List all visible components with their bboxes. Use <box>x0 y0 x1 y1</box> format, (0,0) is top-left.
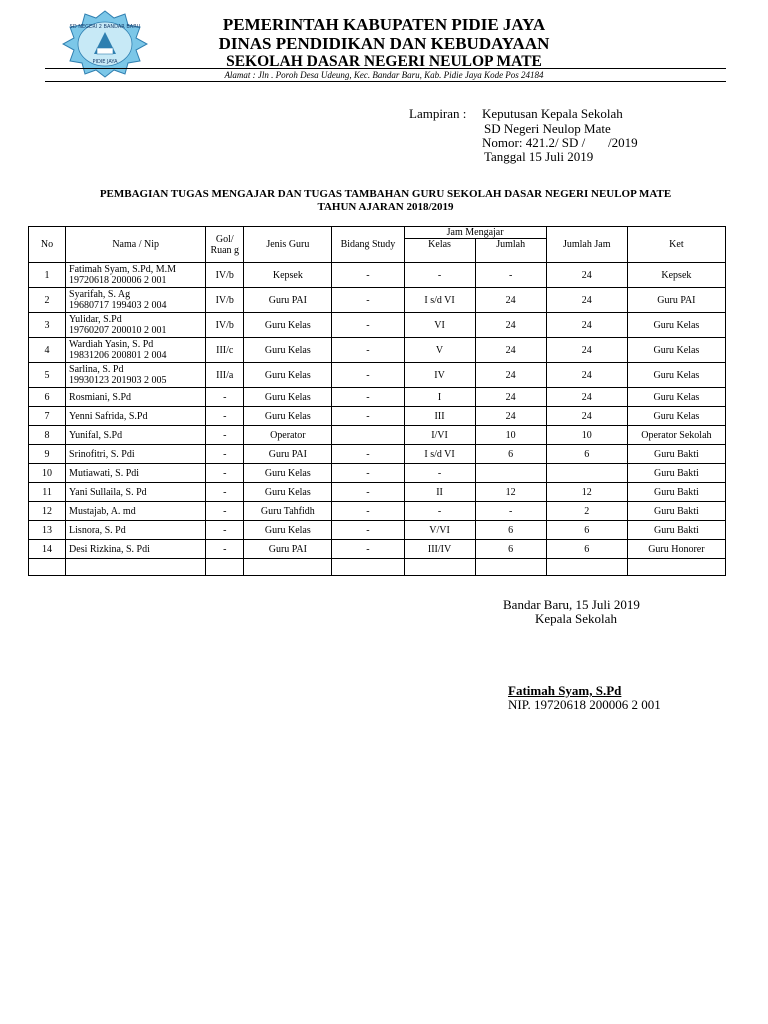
cell-no: 14 <box>29 540 66 559</box>
header-gol: Gol/ Ruan g <box>206 227 244 263</box>
teacher-name: Rosmiani, S.Pd <box>69 391 132 403</box>
cell-gol: - <box>206 540 244 559</box>
teacher-name: Wardiah Yasin, S. Pd <box>69 339 154 350</box>
cell-jenis: Guru PAI <box>244 288 332 313</box>
cell-jumlah-jam: 12 <box>546 483 627 502</box>
cell-jumlah-jam: 24 <box>546 263 627 288</box>
cell-jenis: Guru Tahfidh <box>244 502 332 521</box>
cell-jenis: Guru Kelas <box>244 338 332 363</box>
document-title: PEMBAGIAN TUGAS MENGAJAR DAN TUGAS TAMBAHAN GURU SEKOLAH DASAR NEGERI NEULOP MATE <box>99 188 672 200</box>
kop-line-1: PEMERINTAH KABUPATEN PIDIE JAYA <box>222 15 546 34</box>
cell-jumlah <box>475 464 546 483</box>
header-bidang: Bidang Study <box>332 227 404 263</box>
cell-nama-nip <box>66 288 206 313</box>
cell-nama-nip <box>66 338 206 363</box>
cell-ket: Guru Kelas <box>627 407 725 426</box>
sign-place-date: Bandar Baru, 15 Juli 2019 <box>503 597 640 612</box>
cell-nama-nip <box>66 521 206 540</box>
cell-empty <box>206 559 244 576</box>
cell-jumlah: 24 <box>475 288 546 313</box>
cell-kelas: I <box>404 388 475 407</box>
teacher-name: Srinofitri, S. Pdi <box>69 448 135 460</box>
cell-nama-nip <box>66 426 206 445</box>
teacher-name: Syarifah, S. Ag <box>69 289 131 300</box>
cell-nama-nip <box>66 363 206 388</box>
table-row <box>29 288 726 313</box>
cell-kelas: I s/d VI <box>404 288 475 313</box>
cell-bidang: - <box>332 338 404 363</box>
teacher-nip: 19930123 201903 2 005 <box>69 375 167 386</box>
document-subtitle: TAHUN AJARAN 2018/2019 <box>317 201 454 213</box>
cell-gol: IV/b <box>206 263 244 288</box>
cell-jumlah: - <box>475 502 546 521</box>
kop-line-2: DINAS PENDIDIKAN DAN KEBUDAYAAN <box>218 34 550 53</box>
cell-bidang: - <box>332 407 404 426</box>
teacher-name: Yulidar, S.Pd <box>69 314 122 325</box>
cell-gol: - <box>206 483 244 502</box>
teacher-nip: 19720618 200006 2 001 <box>69 275 167 286</box>
table-row <box>29 502 726 521</box>
teacher-name: Yenni Safrida, S.Pd <box>69 410 148 422</box>
teacher-name: Yani Sullaila, S. Pd <box>69 486 147 498</box>
teacher-name: Mutiawati, S. Pdi <box>69 467 140 479</box>
cell-no: 10 <box>29 464 66 483</box>
cell-jumlah-jam: 24 <box>546 388 627 407</box>
cell-bidang: - <box>332 483 404 502</box>
cell-jenis: Guru Kelas <box>244 363 332 388</box>
cell-bidang: - <box>332 445 404 464</box>
teacher-name: Desi Rizkina, S. Pdi <box>69 543 150 555</box>
cell-gol: - <box>206 388 244 407</box>
cell-jenis: Guru PAI <box>244 540 332 559</box>
cell-jenis: Guru Kelas <box>244 313 332 338</box>
cell-jumlah: 6 <box>475 540 546 559</box>
cell-gol: - <box>206 426 244 445</box>
cell-bidang: - <box>332 263 404 288</box>
teacher-name: Mustajab, A. md <box>69 505 136 517</box>
teacher-name: Fatimah Syam, S.Pd, M.M <box>69 264 177 275</box>
header-ket: Ket <box>627 227 725 263</box>
cell-ket: Guru Kelas <box>627 388 725 407</box>
cell-ket: Operator Sekolah <box>627 426 725 445</box>
cell-no: 3 <box>29 313 66 338</box>
cell-jumlah: - <box>475 263 546 288</box>
cell-empty <box>66 559 206 576</box>
table-row <box>29 388 726 407</box>
cell-jenis: Kepsek <box>244 263 332 288</box>
lampiran-line-1: Keputusan Kepala Sekolah <box>482 106 623 121</box>
cell-kelas: III/IV <box>404 540 475 559</box>
cell-kelas: IV <box>404 363 475 388</box>
cell-no: 4 <box>29 338 66 363</box>
cell-jenis: Guru Kelas <box>244 521 332 540</box>
cell-nama-nip <box>66 445 206 464</box>
teacher-nip: 19831206 200801 2 004 <box>69 350 167 361</box>
cell-bidang <box>332 426 404 445</box>
cell-ket: Guru Honorer <box>627 540 725 559</box>
cell-kelas: III <box>404 407 475 426</box>
cell-empty <box>29 559 66 576</box>
cell-ket: Guru Bakti <box>627 502 725 521</box>
cell-empty <box>244 559 332 576</box>
cell-kelas: I s/d VI <box>404 445 475 464</box>
cell-jenis: Guru Kelas <box>244 483 332 502</box>
cell-bidang: - <box>332 502 404 521</box>
cell-bidang: - <box>332 313 404 338</box>
table-row <box>29 521 726 540</box>
cell-nama-nip <box>66 502 206 521</box>
table-row <box>29 464 726 483</box>
sign-nip: NIP. 19720618 200006 2 001 <box>508 697 661 712</box>
cell-bidang: - <box>332 521 404 540</box>
cell-nama-nip <box>66 388 206 407</box>
cell-empty <box>546 559 627 576</box>
cell-kelas: - <box>404 502 475 521</box>
cell-gol: - <box>206 502 244 521</box>
table-row <box>29 540 726 559</box>
table-row <box>29 363 726 388</box>
cell-no: 1 <box>29 263 66 288</box>
cell-jumlah: 24 <box>475 388 546 407</box>
cell-jumlah: 6 <box>475 445 546 464</box>
cell-ket: Guru Kelas <box>627 338 725 363</box>
header-rule-bottom <box>45 81 726 82</box>
table-row <box>29 445 726 464</box>
cell-nama-nip <box>66 483 206 502</box>
cell-jumlah-jam: 24 <box>546 288 627 313</box>
cell-kelas: - <box>404 464 475 483</box>
cell-kelas: I/VI <box>404 426 475 445</box>
cell-jumlah-jam <box>546 464 627 483</box>
lampiran-line-2: SD Negeri Neulop Mate <box>484 121 611 136</box>
header-jenis: Jenis Guru <box>244 227 332 263</box>
header-jam-mengajar: Jam Mengajar <box>404 227 546 239</box>
table-row <box>29 263 726 288</box>
cell-jumlah: 12 <box>475 483 546 502</box>
cell-bidang: - <box>332 363 404 388</box>
cell-kelas: II <box>404 483 475 502</box>
cell-gol: - <box>206 407 244 426</box>
cell-jenis: Guru PAI <box>244 445 332 464</box>
teacher-name: Lisnora, S. Pd <box>69 524 126 536</box>
cell-jumlah: 6 <box>475 521 546 540</box>
cell-gol: IV/b <box>206 288 244 313</box>
table-row <box>29 426 726 445</box>
cell-jumlah-jam: 6 <box>546 445 627 464</box>
cell-jenis: Guru Kelas <box>244 407 332 426</box>
cell-ket: Guru Bakti <box>627 445 725 464</box>
cell-jenis: Guru Kelas <box>244 388 332 407</box>
cell-ket: Guru PAI <box>627 288 725 313</box>
cell-ket: Kepsek <box>627 263 725 288</box>
cell-no: 2 <box>29 288 66 313</box>
cell-no: 12 <box>29 502 66 521</box>
table-row <box>29 483 726 502</box>
cell-no: 6 <box>29 388 66 407</box>
cell-jumlah-jam: 24 <box>546 407 627 426</box>
logo-text: SD NEGERI 2 BANDAR BARU <box>69 24 141 30</box>
cell-no: 13 <box>29 521 66 540</box>
cell-bidang: - <box>332 464 404 483</box>
cell-ket: Guru Kelas <box>627 363 725 388</box>
cell-gol: IV/b <box>206 313 244 338</box>
logo-bottom-text: PIDIE JAYA <box>92 59 118 65</box>
cell-jumlah: 24 <box>475 363 546 388</box>
cell-bidang: - <box>332 288 404 313</box>
lampiran-label: Lampiran : <box>409 106 467 121</box>
cell-gol: III/c <box>206 338 244 363</box>
cell-kelas: VI <box>404 313 475 338</box>
assignment-table <box>28 226 726 576</box>
cell-gol: - <box>206 521 244 540</box>
cell-jenis: Operator <box>244 426 332 445</box>
cell-jumlah: 24 <box>475 407 546 426</box>
header-kelas: Kelas <box>404 239 475 263</box>
header-jumlah: Jumlah <box>475 239 546 263</box>
cell-empty <box>332 559 404 576</box>
cell-no: 11 <box>29 483 66 502</box>
cell-jumlah-jam: 6 <box>546 521 627 540</box>
cell-bidang: - <box>332 388 404 407</box>
cell-nama-nip <box>66 464 206 483</box>
table-row <box>29 338 726 363</box>
cell-no: 5 <box>29 363 66 388</box>
cell-kelas: V <box>404 338 475 363</box>
cell-kelas: - <box>404 263 475 288</box>
cell-nama-nip <box>66 313 206 338</box>
cell-empty <box>475 559 546 576</box>
cell-jumlah-jam: 24 <box>546 313 627 338</box>
cell-jumlah: 24 <box>475 338 546 363</box>
table-row <box>29 407 726 426</box>
teacher-nip: 19680717 199403 2 004 <box>69 300 167 311</box>
cell-kelas: V/VI <box>404 521 475 540</box>
cell-jumlah: 10 <box>475 426 546 445</box>
cell-empty <box>627 559 725 576</box>
cell-nama-nip <box>66 263 206 288</box>
cell-ket: Guru Bakti <box>627 521 725 540</box>
school-address: Alamat : Jln . Poroh Desa Udeung, Kec. Bandar Baru, Kab. Pidie Jaya Kode Pos 24184 <box>224 70 544 80</box>
cell-gol: - <box>206 445 244 464</box>
cell-jumlah: 24 <box>475 313 546 338</box>
cell-jumlah-jam: 2 <box>546 502 627 521</box>
cell-ket: Guru Kelas <box>627 313 725 338</box>
header-jumlah-jam: Jumlah Jam <box>546 227 627 263</box>
header-rule-top <box>45 68 726 69</box>
teacher-nip: 19760207 200010 2 001 <box>69 325 167 336</box>
sign-name: Fatimah Syam, S.Pd <box>508 683 622 698</box>
cell-no: 7 <box>29 407 66 426</box>
cell-nama-nip <box>66 540 206 559</box>
cell-jumlah-jam: 24 <box>546 338 627 363</box>
teacher-name: Sarlina, S. Pd <box>69 364 124 375</box>
cell-jumlah-jam: 10 <box>546 426 627 445</box>
cell-jumlah-jam: 24 <box>546 363 627 388</box>
lampiran-line-3: Nomor: 421.2/ SD / /2019 <box>482 135 638 150</box>
cell-nama-nip <box>66 407 206 426</box>
cell-gol: - <box>206 464 244 483</box>
table-row <box>29 313 726 338</box>
table-row-empty <box>29 559 726 576</box>
header-nama: Nama / Nip <box>66 227 206 263</box>
header-no: No <box>29 227 66 263</box>
cell-gol: III/a <box>206 363 244 388</box>
kop-line-3: SEKOLAH DASAR NEGERI NEULOP MATE <box>226 53 542 70</box>
cell-bidang: - <box>332 540 404 559</box>
cell-ket: Guru Bakti <box>627 464 725 483</box>
cell-jenis: Guru Kelas <box>244 464 332 483</box>
cell-no: 9 <box>29 445 66 464</box>
lampiran-line-4: Tanggal 15 Juli 2019 <box>484 149 594 164</box>
teacher-name: Yunifal, S.Pd <box>69 429 123 441</box>
cell-empty <box>404 559 475 576</box>
cell-no: 8 <box>29 426 66 445</box>
sign-position: Kepala Sekolah <box>535 611 617 626</box>
cell-jumlah-jam: 6 <box>546 540 627 559</box>
cell-ket: Guru Bakti <box>627 483 725 502</box>
